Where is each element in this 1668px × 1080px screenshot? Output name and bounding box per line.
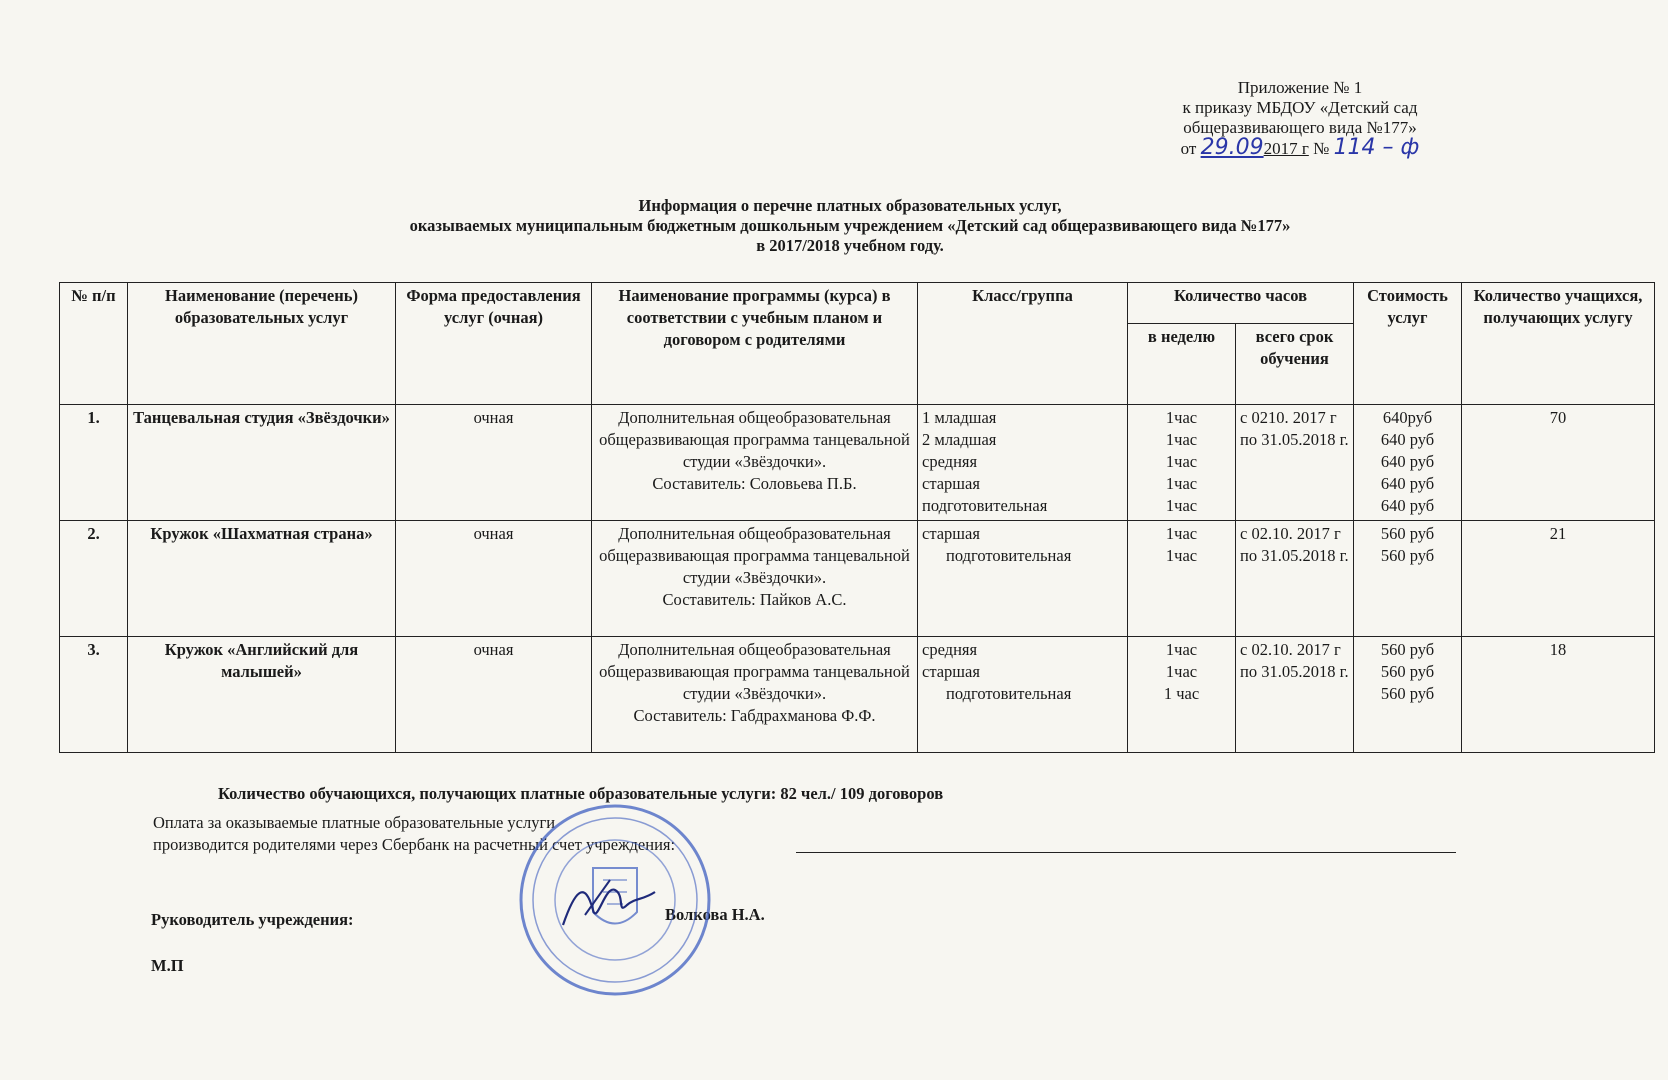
- row-students: 21: [1462, 521, 1655, 637]
- row-students: 70: [1462, 405, 1655, 521]
- table-row: [60, 637, 1655, 753]
- row-num: 3.: [60, 637, 128, 753]
- payment-text-2: производится родителями через Сбербанк на расчетный счет учреждения:: [153, 835, 676, 854]
- seal-label: М.П: [151, 956, 184, 975]
- row-num: 1.: [60, 405, 128, 521]
- header-students: Количество учащихся, получающих услугу: [1462, 283, 1655, 405]
- row-service: Кружок «Шахматная страна»: [128, 521, 396, 637]
- row-period: с 0210. 2017 г по 31.05.2018 г.: [1236, 405, 1354, 521]
- appendix-block: [1150, 78, 1450, 159]
- appendix-date-line: от 29.092017 г № 114 – ф: [1180, 135, 1420, 160]
- row-per-week: 1час 1час: [1128, 521, 1236, 637]
- row-form: очная: [396, 521, 592, 637]
- header-per-week: в неделю: [1128, 324, 1236, 405]
- header-service: Наименование (перечень) образовательных услуг: [128, 283, 396, 405]
- row-service: Кружок «Английский для малышей»: [128, 637, 396, 753]
- handwritten-date: 29.09: [1200, 135, 1264, 160]
- header-form: Форма предоставления услуг (очная): [396, 283, 592, 405]
- table-row: [60, 521, 1655, 637]
- header-program: Наименование программы (курса) в соответствии с учебным планом и договором с родителями: [592, 283, 918, 405]
- header-hours: Количество часов: [1128, 283, 1354, 324]
- handwritten-number: 114 – ф: [1333, 135, 1420, 160]
- header-total: всего срок обучения: [1236, 324, 1354, 405]
- row-program: Дополнительная общеобразовательная общеразвивающая программа танцевальной студии «Звёздочки». Составитель: Соловьева П.Б.: [592, 405, 918, 521]
- appendix-line-1: Приложение № 1: [1237, 78, 1363, 97]
- row-form: очная: [396, 637, 592, 753]
- row-period: с 02.10. 2017 г по 31.05.2018 г.: [1236, 521, 1354, 637]
- row-num: 2.: [60, 521, 128, 637]
- row-form: очная: [396, 405, 592, 521]
- row-groups: 1 младшая 2 младшая средняя старшая подготовительная: [918, 405, 1128, 521]
- row-service: Танцевальная студия «Звёздочки»: [128, 405, 396, 521]
- row-program: Дополнительная общеобразовательная общеразвивающая программа танцевальной студии «Звёздочки». Составитель: Пайков А.С.: [592, 521, 918, 637]
- payment-text-1: Оплата за оказываемые платные образовательные услуги: [153, 813, 556, 832]
- header-num: № п/п: [60, 283, 128, 405]
- row-program: Дополнительная общеобразовательная общеразвивающая программа танцевальной студии «Звёздочки». Составитель: Габдрахманова Ф.Ф.: [592, 637, 918, 753]
- services-table: [59, 282, 1655, 753]
- row-cost: 640руб 640 руб 640 руб 640 руб 640 руб: [1354, 405, 1462, 521]
- table-row: [60, 405, 1655, 521]
- row-groups: старшая подготовительная: [918, 521, 1128, 637]
- appendix-line-2: к приказу МБДОУ «Детский сад: [1182, 98, 1418, 117]
- row-per-week: 1час 1час 1 час: [1128, 637, 1236, 753]
- head-label: Руководитель учреждения:: [151, 910, 354, 929]
- header-group: Класс/группа: [918, 283, 1128, 405]
- signature-icon: [555, 870, 665, 940]
- head-name: Волкова Н.А.: [665, 905, 765, 924]
- header-cost: Стоимость услуг: [1354, 283, 1462, 405]
- account-blank-line: [796, 852, 1456, 853]
- row-per-week: 1час 1час 1час 1час 1час: [1128, 405, 1236, 521]
- students-count-text: Количество обучающихся, получающих платные образовательные услуги: 82 чел./ 109 договоров: [218, 784, 944, 803]
- table-header-row: [60, 283, 1655, 324]
- row-groups: средняя старшая подготовительная: [918, 637, 1128, 753]
- row-period: с 02.10. 2017 г по 31.05.2018 г.: [1236, 637, 1354, 753]
- appendix-line-3: общеразвивающего вида №177»: [1183, 118, 1417, 137]
- row-cost: 560 руб 560 руб 560 руб: [1354, 637, 1462, 753]
- document-title: Информация о перечне платных образовательных услуг, оказываемых муниципальным бюджетным дошкольным учреждением «Детский сад общеразвивающего вида №177» в 2017/2018 учебном году.: [409, 196, 1291, 255]
- row-cost: 560 руб 560 руб: [1354, 521, 1462, 637]
- row-students: 18: [1462, 637, 1655, 753]
